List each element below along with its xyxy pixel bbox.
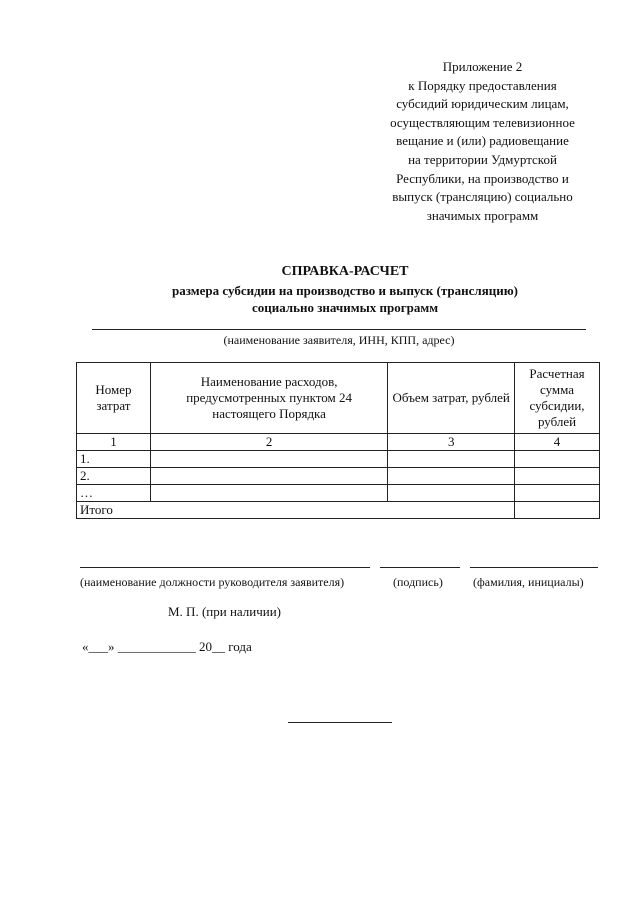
column-number: 1 xyxy=(77,434,151,451)
total-row xyxy=(77,502,600,519)
appendix-line: Приложение 2 xyxy=(442,59,523,74)
signature-line xyxy=(380,567,460,568)
total-value xyxy=(515,502,600,519)
name-signature-line xyxy=(470,567,598,568)
table-cell xyxy=(515,485,600,502)
table-cell xyxy=(515,451,600,468)
applicant-caption: (наименование заявителя, ИНН, КПП, адрес) xyxy=(223,333,455,347)
total-label: Итого xyxy=(77,502,515,519)
table-cell: 1. xyxy=(77,451,151,468)
calculation-table xyxy=(76,362,600,519)
appendix-line: к Порядку предоставления xyxy=(408,77,557,93)
table-row xyxy=(77,451,600,468)
date-line: «___» ____________ 20__ года xyxy=(82,639,252,654)
document-subtitle: размера субсидии на производство и выпуск (трансляцию) xyxy=(172,283,518,298)
appendix-line: на территории Удмуртской xyxy=(408,151,557,167)
appendix-line: субсидий юридическим лицам, xyxy=(396,96,569,112)
table-cell xyxy=(388,485,515,502)
table-row xyxy=(77,485,600,502)
header-cost-number: Номер затрат xyxy=(77,363,151,434)
table-cell xyxy=(150,468,388,485)
header-cost-amount: Объем затрат, рублей xyxy=(388,363,515,434)
appendix-line: выпуск (трансляцию) социально xyxy=(392,189,573,205)
appendix-line: осуществляющим телевизионное xyxy=(390,114,575,130)
header-expense-name: Наименование расходов, предусмотренных пунктом 24 настоящего Порядка xyxy=(150,363,388,434)
table-row xyxy=(77,468,600,485)
appendix-line: значимых программ xyxy=(426,207,539,223)
footer-divider xyxy=(288,722,392,723)
column-number: 2 xyxy=(150,434,388,451)
table-cell xyxy=(388,451,515,468)
signature-caption: (подпись) xyxy=(393,575,443,589)
table-cell xyxy=(388,468,515,485)
table-cell xyxy=(150,451,388,468)
table-cell: … xyxy=(77,485,151,502)
column-number: 4 xyxy=(515,434,600,451)
header-subsidy-amount: Расчетная сумма субсидии, рублей xyxy=(515,363,600,434)
stamp-place: М. П. (при наличии) xyxy=(168,604,282,619)
table-cell xyxy=(515,468,600,485)
column-number: 3 xyxy=(388,434,515,451)
position-caption: (наименование должности руководителя заявителя) xyxy=(80,575,345,589)
position-signature-line xyxy=(80,567,370,568)
column-number-row xyxy=(77,434,600,451)
applicant-line xyxy=(92,329,586,330)
document-title: СПРАВКА-РАСЧЕТ xyxy=(281,264,409,279)
appendix-line: Республики, на производство и xyxy=(396,170,569,186)
table-cell xyxy=(150,485,388,502)
document-subtitle-continued: социально значимых программ xyxy=(251,300,439,315)
name-caption: (фамилия, инициалы) xyxy=(473,575,584,589)
table-header-row xyxy=(77,363,600,434)
table-cell: 2. xyxy=(77,468,151,485)
appendix-block xyxy=(360,58,605,225)
appendix-line: вещание и (или) радиовещание xyxy=(396,133,569,149)
